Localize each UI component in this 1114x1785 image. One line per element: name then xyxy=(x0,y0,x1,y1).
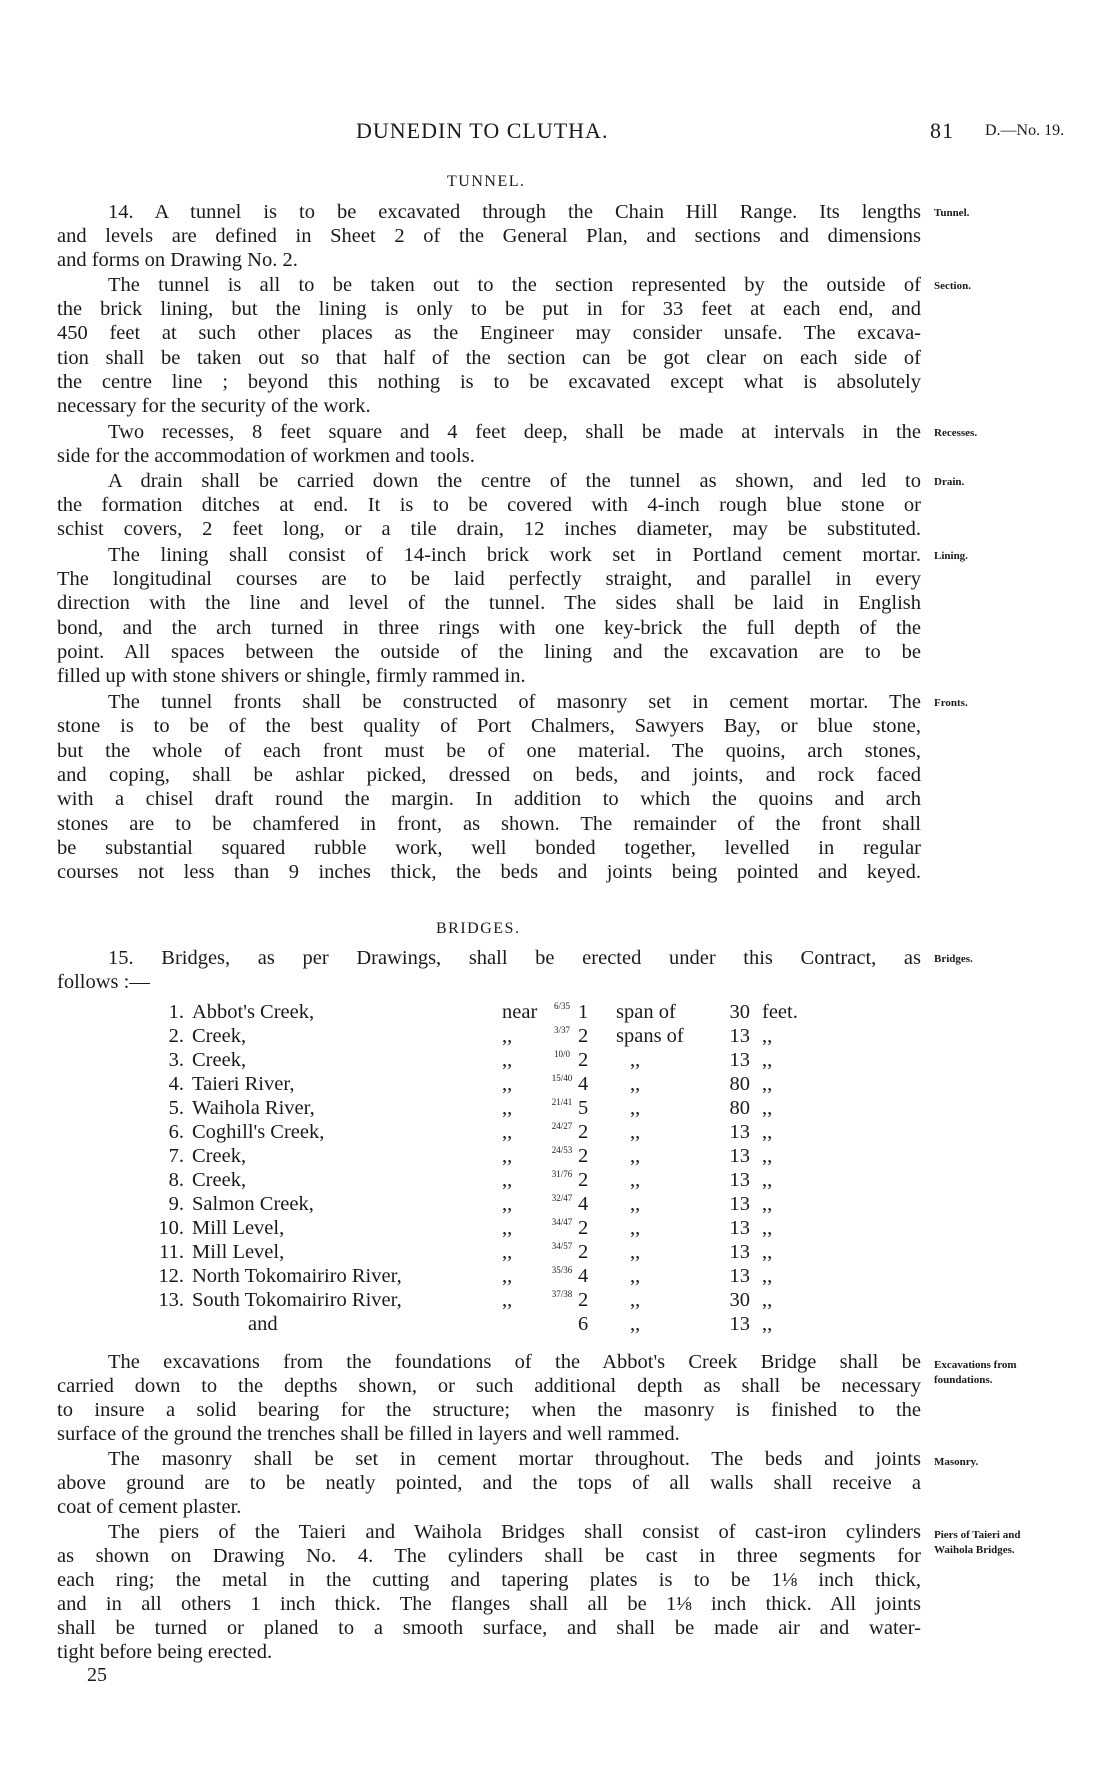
text-line: coat of cement plaster. xyxy=(57,1496,242,1518)
text-line: and coping, shall be ashlar picked, dressed on beds, and joints, and rock faced xyxy=(57,764,921,786)
bridge-span-count: 2 xyxy=(578,1241,589,1263)
bridge-mileage-fraction: 34/57 xyxy=(551,1241,573,1251)
text-line: necessary for the security of the work. xyxy=(57,395,371,417)
bridge-name: Mill Level, xyxy=(192,1217,285,1239)
bridge-mileage-fraction: 31/76 xyxy=(551,1169,573,1179)
bridge-name: Creek, xyxy=(192,1025,247,1047)
bridge-span-label: ,, xyxy=(630,1193,641,1215)
bridge-name: South Tokomairiro River, xyxy=(192,1289,402,1311)
bridge-near: ,, xyxy=(502,1241,513,1263)
bridge-row xyxy=(150,1169,810,1193)
bridge-near: ,, xyxy=(502,1193,513,1215)
bridge-span-unit: ,, xyxy=(762,1217,773,1239)
text-line: carried down to the depths shown, or such additional depth as shall be necessary xyxy=(57,1375,921,1397)
bridge-span-label: ,, xyxy=(630,1145,641,1167)
bridge-span-unit: ,, xyxy=(762,1193,773,1215)
bridge-row xyxy=(150,1001,810,1025)
bridge-mileage-fraction: 35/36 xyxy=(551,1265,573,1275)
margin-note-masonry: Masonry. xyxy=(934,1456,979,1468)
bridge-name: Coghill's Creek, xyxy=(192,1121,325,1143)
bridge-row xyxy=(150,1049,810,1073)
bridge-near: ,, xyxy=(502,1073,513,1095)
bridge-mileage-fraction: 10/0 xyxy=(553,1049,570,1059)
bridge-span-count: 2 xyxy=(578,1121,589,1143)
page-number: 81 xyxy=(930,118,954,143)
bridge-span-length: 13 xyxy=(729,1169,750,1191)
bridge-near: near xyxy=(502,1001,538,1023)
margin-note-bridges: Bridges. xyxy=(934,953,973,965)
bridge-near: ,, xyxy=(502,1217,513,1239)
text-line: filled up with stone shivers or shingle, firmly rammed in. xyxy=(57,665,526,687)
text-line: The masonry shall be set in cement mortar throughout. The beds and joints xyxy=(108,1448,921,1470)
bridge-name: Mill Level, xyxy=(192,1241,285,1263)
bridge-mileage-fraction: 32/47 xyxy=(551,1193,573,1203)
margin-note-recesses: Recesses. xyxy=(934,427,978,439)
bridge-near: ,, xyxy=(502,1049,513,1071)
bridge-span-count: 2 xyxy=(578,1217,589,1239)
text-line: The piers of the Taieri and Waihola Bridges shall consist of cast-iron cylinders xyxy=(108,1521,921,1543)
text-line: stones are to be chamfered in front, as shown. The remainder of the front shall xyxy=(57,813,921,835)
bridge-span-count: 6 xyxy=(578,1313,589,1335)
bridge-span-unit: ,, xyxy=(762,1265,773,1287)
bridge-row xyxy=(150,1145,810,1169)
text-line: tion shall be taken out so that half of the section can be got clear on each side of xyxy=(57,347,921,369)
bridge-name: Taieri River, xyxy=(192,1073,295,1095)
bridge-number: 2. xyxy=(168,1025,184,1047)
bridge-span-count: 4 xyxy=(578,1073,589,1095)
bridge-near: ,, xyxy=(502,1169,513,1191)
bridge-name: North Tokomairiro River, xyxy=(192,1265,402,1287)
bridge-span-label: ,, xyxy=(630,1313,641,1335)
text-line: The lining shall consist of 14-inch brick work set in Portland cement mortar. xyxy=(108,544,921,566)
bridge-span-length: 13 xyxy=(729,1313,750,1335)
bridge-name: Creek, xyxy=(192,1145,247,1167)
bridge-name: Salmon Creek, xyxy=(192,1193,314,1215)
bridge-number: 10. xyxy=(158,1217,184,1239)
bridge-span-count: 4 xyxy=(578,1193,589,1215)
bridge-mileage-fraction: 21/41 xyxy=(551,1097,573,1107)
bridge-name: Creek, xyxy=(192,1169,247,1191)
bridge-number: 7. xyxy=(168,1145,184,1167)
bridge-span-length: 30 xyxy=(729,1001,750,1023)
bridge-span-label: ,, xyxy=(630,1265,641,1287)
bridge-span-length: 13 xyxy=(729,1145,750,1167)
bridge-mileage-fraction: 34/47 xyxy=(551,1217,573,1227)
text-line: the centre line ; beyond this nothing is to be excavated except what is absolutely xyxy=(57,371,921,393)
bridge-near: ,, xyxy=(502,1097,513,1119)
bridge-number: 4. xyxy=(168,1073,184,1095)
bridge-row xyxy=(150,1217,810,1241)
bridge-span-count: 2 xyxy=(578,1289,589,1311)
bridge-number: 12. xyxy=(158,1265,184,1287)
text-line: the formation ditches at end. It is to be covered with 4-inch rough blue stone or xyxy=(57,494,921,516)
bridge-mileage-fraction: 3/37 xyxy=(553,1025,570,1035)
bridge-span-label: ,, xyxy=(630,1217,641,1239)
bridge-mileage-fraction: 37/38 xyxy=(551,1289,573,1299)
text-line: 450 feet at such other places as the Engineer may consider unsafe. The excava- xyxy=(57,322,921,344)
bridge-span-count: 1 xyxy=(578,1001,589,1023)
bridge-span-unit: feet. xyxy=(762,1001,798,1023)
text-line: to insure a solid bearing for the structure; when the masonry is finished to the xyxy=(57,1399,921,1421)
bridge-near: ,, xyxy=(502,1025,513,1047)
bridge-span-length: 13 xyxy=(729,1217,750,1239)
bridge-span-unit: ,, xyxy=(762,1121,773,1143)
bridge-span-unit: ,, xyxy=(762,1025,773,1047)
margin-note-piers: Piers of Taieri and xyxy=(934,1529,1021,1541)
bridge-near: ,, xyxy=(502,1289,513,1311)
bridge-span-length: 30 xyxy=(729,1289,750,1311)
section-heading-bridges: BRIDGES. xyxy=(436,920,521,937)
bridge-row xyxy=(150,1241,810,1265)
bridge-span-label: spans of xyxy=(616,1025,684,1047)
margin-note-excavations-2: foundations. xyxy=(934,1374,993,1386)
bridge-span-label: ,, xyxy=(630,1049,641,1071)
text-line: and forms on Drawing No. 2. xyxy=(57,249,298,271)
text-line: tight before being erected. xyxy=(57,1641,273,1663)
text-line: 15. Bridges, as per Drawings, shall be erected under this Contract, as xyxy=(108,947,921,969)
bridge-span-length: 13 xyxy=(729,1121,750,1143)
margin-note-section: Section. xyxy=(934,280,971,292)
text-line: but the whole of each front must be of one material. The quoins, arch stones, xyxy=(57,740,921,762)
bridge-span-length: 13 xyxy=(729,1049,750,1071)
text-line: The tunnel is all to be taken out to the section represented by the outside of xyxy=(108,274,921,296)
text-line: stone is to be of the best quality of Port Chalmers, Sawyers Bay, or blue stone, xyxy=(57,715,921,737)
bridge-span-unit: ,, xyxy=(762,1049,773,1071)
text-line: schist covers, 2 feet long, or a tile drain, 12 inches diameter, may be substituted. xyxy=(57,518,921,540)
text-line: point. All spaces between the outside of the lining and the excavation are to be xyxy=(57,641,921,663)
bridge-span-unit: ,, xyxy=(762,1241,773,1263)
text-line: and levels are defined in Sheet 2 of the General Plan, and sections and dimensions xyxy=(57,225,921,247)
signature-mark: 25 xyxy=(87,1664,107,1686)
bridge-name: Waihola River, xyxy=(192,1097,315,1119)
text-line: as shown on Drawing No. 4. The cylinders shall be cast in three segments for xyxy=(57,1545,921,1567)
margin-note-drain: Drain. xyxy=(934,476,965,488)
running-title: DUNEDIN TO CLUTHA. xyxy=(356,118,609,143)
bridge-span-label: ,, xyxy=(630,1169,641,1191)
bridge-name: and xyxy=(248,1313,278,1335)
margin-note-lining: Lining. xyxy=(934,550,968,562)
bridge-span-length: 13 xyxy=(729,1241,750,1263)
text-line: 14. A tunnel is to be excavated through the Chain Hill Range. Its lengths xyxy=(108,201,921,223)
bridge-span-count: 2 xyxy=(578,1145,589,1167)
bridge-span-label: ,, xyxy=(630,1121,641,1143)
bridge-span-count: 4 xyxy=(578,1265,589,1287)
bridge-near: ,, xyxy=(502,1121,513,1143)
text-line: with a chisel draft round the margin. In addition to which the quoins and arch xyxy=(57,788,921,810)
bridge-name: Abbot's Creek, xyxy=(192,1001,315,1023)
section-heading-tunnel: TUNNEL. xyxy=(447,173,526,190)
text-line: and in all others 1 inch thick. The flanges shall all be 1⅛ inch thick. All joints xyxy=(57,1593,921,1615)
bridge-mileage-fraction: 15/40 xyxy=(551,1073,573,1083)
bridge-number: 5. xyxy=(168,1097,184,1119)
bridge-span-label: ,, xyxy=(630,1073,641,1095)
margin-note-piers-2: Waihola Bridges. xyxy=(934,1544,1015,1556)
bridge-span-unit: ,, xyxy=(762,1097,773,1119)
bridge-near: ,, xyxy=(502,1145,513,1167)
bridge-number: 8. xyxy=(168,1169,184,1191)
bridge-row xyxy=(150,1289,810,1313)
bridge-span-unit: ,, xyxy=(762,1145,773,1167)
bridge-span-label: ,, xyxy=(630,1097,641,1119)
bridge-span-label: ,, xyxy=(630,1241,641,1263)
text-line: The excavations from the foundations of the Abbot's Creek Bridge shall be xyxy=(108,1351,921,1373)
bridge-span-unit: ,, xyxy=(762,1073,773,1095)
bridge-span-label: span of xyxy=(616,1001,676,1023)
text-line: The tunnel fronts shall be constructed of masonry set in cement mortar. The xyxy=(108,691,921,713)
bridge-span-count: 2 xyxy=(578,1169,589,1191)
bridge-span-length: 13 xyxy=(729,1193,750,1215)
bridge-span-unit: ,, xyxy=(762,1289,773,1311)
bridge-row xyxy=(150,1097,810,1121)
bridge-span-unit: ,, xyxy=(762,1313,773,1335)
bridge-span-length: 80 xyxy=(729,1073,750,1095)
bridge-mileage-fraction: 24/53 xyxy=(551,1145,573,1155)
bridge-span-unit: ,, xyxy=(762,1169,773,1191)
bridge-span-length: 80 xyxy=(729,1097,750,1119)
text-line: each ring; the metal in the cutting and tapering plates is to be 1⅛ inch thick, xyxy=(57,1569,921,1591)
bridge-span-length: 13 xyxy=(729,1265,750,1287)
bridge-number: 1. xyxy=(168,1001,184,1023)
text-line: A drain shall be carried down the centre of the tunnel as shown, and led to xyxy=(108,470,921,492)
bridge-mileage-fraction: 6/35 xyxy=(553,1001,570,1011)
bridge-near: ,, xyxy=(502,1265,513,1287)
bridge-span-label: ,, xyxy=(630,1289,641,1311)
text-line: courses not less than 9 inches thick, the beds and joints being pointed and keyed. xyxy=(57,861,921,883)
text-line: above ground are to be neatly pointed, and the tops of all walls shall receive a xyxy=(57,1472,921,1494)
margin-note-tunnel: Tunnel. xyxy=(934,207,970,219)
text-line: surface of the ground the trenches shall be filled in layers and well rammed. xyxy=(57,1423,680,1445)
bridge-span-count: 5 xyxy=(578,1097,589,1119)
text-line: the brick lining, but the lining is only to be put in for 33 feet at each end, and xyxy=(57,298,921,320)
text-line: shall be turned or planed to a smooth surface, and shall be made air and water- xyxy=(57,1617,921,1639)
text-line: The longitudinal courses are to be laid perfectly straight, and parallel in every xyxy=(57,568,921,590)
text-line: side for the accommodation of workmen and tools. xyxy=(57,445,475,467)
bridge-name: Creek, xyxy=(192,1049,247,1071)
bridge-row xyxy=(150,1025,810,1049)
bridge-number: 13. xyxy=(158,1289,184,1311)
text-line: follows :— xyxy=(57,971,150,993)
bridge-number: 6. xyxy=(168,1121,184,1143)
bridge-mileage-fraction: 24/27 xyxy=(551,1121,573,1131)
bridge-number: 9. xyxy=(168,1193,184,1215)
bridge-span-count: 2 xyxy=(578,1025,589,1047)
bridge-row xyxy=(150,1265,810,1289)
text-line: direction with the line and level of the tunnel. The sides shall be laid in English xyxy=(57,592,921,614)
bridge-number: 11. xyxy=(159,1241,184,1263)
text-line: Two recesses, 8 feet square and 4 feet deep, shall be made at intervals in the xyxy=(108,421,921,443)
bridge-row xyxy=(150,1121,810,1145)
text-line: be substantial squared rubble work, well bonded together, levelled in regular xyxy=(57,837,921,859)
bridge-span-count: 2 xyxy=(578,1049,589,1071)
bridge-row xyxy=(150,1073,810,1097)
bridge-row xyxy=(150,1193,810,1217)
text-line: bond, and the arch turned in three rings with one key-brick the full depth of the xyxy=(57,617,921,639)
margin-note-excavations: Excavations from xyxy=(934,1359,1017,1371)
bridge-span-length: 13 xyxy=(729,1025,750,1047)
margin-note-fronts: Fronts. xyxy=(934,697,968,709)
bridge-number: 3. xyxy=(168,1049,184,1071)
document-reference: D.—No. 19. xyxy=(985,122,1065,139)
bridge-row xyxy=(150,1313,810,1337)
